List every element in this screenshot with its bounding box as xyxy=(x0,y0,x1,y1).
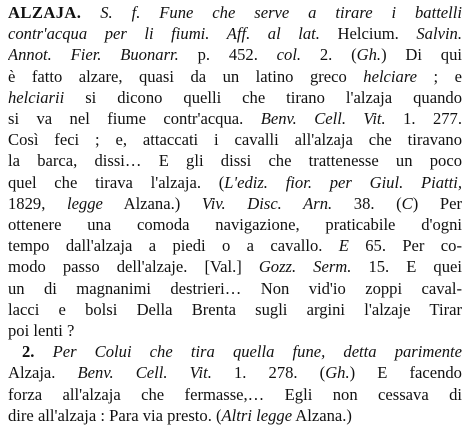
italic-text: Gh. xyxy=(356,45,382,65)
text-run: Così feci ; e, attaccati i cavalli all'alzaja che tiravano xyxy=(8,130,462,150)
italic-text: legge xyxy=(66,193,103,213)
sense1-line xyxy=(8,2,462,23)
sense1-line xyxy=(8,44,462,65)
sense1-line xyxy=(8,66,462,87)
text-run: 1. 278. ( xyxy=(211,363,326,383)
text-run: Alzana.) xyxy=(292,405,352,425)
text-run: Helcium. xyxy=(319,24,417,44)
text-run: 15. E quei xyxy=(351,257,462,277)
text-run: è fatto alzare, quasi da un latino greco xyxy=(8,66,364,86)
text-run: ; e xyxy=(417,66,462,86)
text-run: 65. Per co- xyxy=(348,236,462,256)
text-run: tempo dall'alzaja a piedi o a cavallo. xyxy=(8,236,339,256)
italic-text: Viv. Disc. Arn. xyxy=(201,193,333,213)
italic-text: C xyxy=(401,193,413,213)
italic-text: E xyxy=(338,236,349,256)
text-run: poi lenti ? xyxy=(8,321,75,341)
sense-number: 2. xyxy=(22,342,53,362)
sense1-line xyxy=(8,320,462,341)
italic-text: S. f. xyxy=(81,3,160,22)
italic-text: Benv. Cell. Vit. xyxy=(260,109,386,129)
sense1-line xyxy=(8,23,462,44)
text-run: quel che tirava l'alzaja. ( xyxy=(8,172,225,192)
italic-text: helciare xyxy=(363,66,418,86)
italic-text: Fune che serve a tirare i battelli xyxy=(159,3,462,22)
sense2-line xyxy=(8,405,462,426)
italic-text: Per Colui che tira quella fune, detta parimente xyxy=(52,342,462,362)
text-run: la barca, dissi… E gli dissi che trattenesse un poco xyxy=(8,151,462,171)
text-run: 1829, xyxy=(8,193,67,213)
sense1-line xyxy=(8,108,462,129)
text-run: p. 452. xyxy=(178,45,277,65)
italic-text: L'ediz. fior. per Giul. Piatti, xyxy=(224,172,462,192)
italic-text: Gozz. Serm. xyxy=(258,257,352,277)
text-run: ) E facendo xyxy=(349,363,462,383)
italic-text: Benv. Cell. Vit. xyxy=(77,363,212,383)
italic-text: Altri legge xyxy=(221,405,293,425)
sense2-line xyxy=(8,384,462,405)
text-run: Alzana.) xyxy=(102,193,202,213)
sense1-line xyxy=(8,299,462,320)
italic-text: Salvin. xyxy=(416,24,462,44)
sense1-line xyxy=(8,172,462,193)
sense1-line xyxy=(8,235,462,256)
text-run: dire all'alzaja : Para via presto. ( xyxy=(8,405,222,425)
italic-text: Annot. Fier. Buonarr. xyxy=(8,45,179,65)
text-run: un di magnanimi destrieri… Non vid'io zoppi caval- xyxy=(8,278,462,298)
sense2-line xyxy=(8,362,462,383)
headword: ALZAJA. xyxy=(8,3,82,22)
sense1-line xyxy=(8,278,462,299)
sense-1-paragraph xyxy=(8,2,462,341)
italic-text: Gh. xyxy=(325,363,350,383)
italic-text: contr'acqua per li fiumi. Aff. al lat. xyxy=(8,24,320,44)
sense1-line xyxy=(8,256,462,277)
text-run: 1. 277. xyxy=(385,109,462,129)
sense1-line xyxy=(8,129,462,150)
text-run: ) Per xyxy=(412,193,462,213)
text-run: si dicono quelli che tirano l'alzaja quando xyxy=(64,87,462,107)
sense1-line xyxy=(8,193,462,214)
text-run: 38. ( xyxy=(332,193,402,213)
italic-text: col. xyxy=(276,45,302,65)
text-run: modo passo dell'alzaje. [Val.] xyxy=(8,257,259,277)
sense1-line xyxy=(8,150,462,171)
text-run: ottenere una comoda navigazione, praticabile d'ogni xyxy=(8,215,462,235)
text-run: si va nel fiume contr'acqua. xyxy=(8,109,261,129)
text-run: Alzaja. xyxy=(8,363,78,383)
dictionary-entry xyxy=(8,2,462,426)
italic-text: helciarii xyxy=(8,87,65,107)
sense2-line xyxy=(8,341,462,362)
sense1-line xyxy=(8,87,462,108)
text-run: ) Di qui xyxy=(381,45,462,65)
sense1-line xyxy=(8,214,462,235)
text-run: lacci e bolsi Della Brenta sugli argini l'alzaje Tirar xyxy=(8,299,462,319)
text-run: forza all'alzaja che fermasse,… Egli non cessava di xyxy=(8,384,462,404)
text-run: 2. ( xyxy=(301,45,357,65)
sense-2-paragraph xyxy=(8,341,462,426)
